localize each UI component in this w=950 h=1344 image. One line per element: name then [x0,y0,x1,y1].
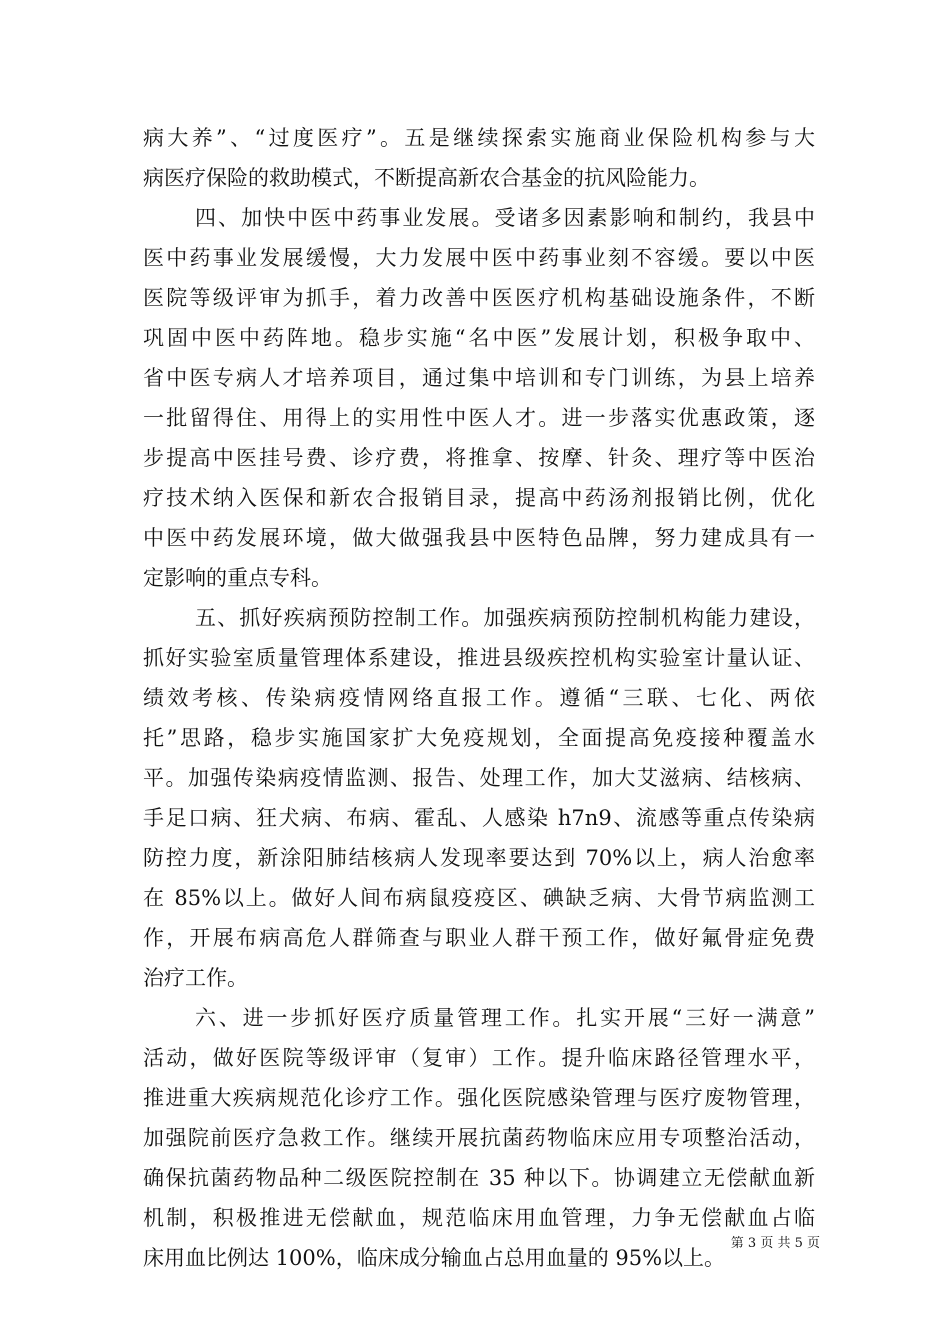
text-line: 治疗工作。 [143,966,248,990]
text-line: 绩效考核、传染病疫情网络直报工作。遵循“三联、七化、两依 [143,686,815,710]
text-line: 推进重大疾病规范化诊疗工作。强化医院感染管理与医疗废物管理， [143,1086,815,1110]
text-line: 在 85%以上。做好人间布病鼠疫疫区、碘缺乏病、大骨节病监测工 [143,886,815,910]
text-line: 医院等级评审为抓手，着力改善中医医疗机构基础设施条件，不断 [143,286,815,310]
text-line: 一批留得住、用得上的实用性中医人才。进一步落实优惠政策，逐 [143,406,815,430]
text-line: 手足口病、狂犬病、布病、霍乱、人感染 h7n9、流感等重点传染病 [143,806,815,830]
document-body [143,118,815,1278]
text-line: 托”思路，稳步实施国家扩大免疫规划，全面提高免疫接种覆盖水 [143,726,815,750]
text-line: 五、抓好疾病预防控制工作。加强疾病预防控制机构能力建设， [195,606,815,630]
text-line: 机制，积极推进无偿献血，规范临床用血管理，力争无偿献血占临 [143,1206,815,1230]
page-number-footer [660,1236,820,1252]
text-line: 中医中药发展环境，做大做强我县中医特色品牌，努力建成具有一 [143,526,815,550]
text-line: 抓好实验室质量管理体系建设，推进县级疾控机构实验室计量认证、 [143,646,815,670]
text-line: 步提高中医挂号费、诊疗费，将推拿、按摩、针灸、理疗等中医治 [143,446,815,470]
text-line: 六、进一步抓好医疗质量管理工作。扎实开展“三好一满意” [195,1006,815,1030]
text-line: 防控力度，新涂阳肺结核病人发现率要达到 70%以上，病人治愈率 [143,846,815,870]
text-line: 加强院前医疗急救工作。继续开展抗菌药物临床应用专项整治活动， [143,1126,815,1150]
text-line: 作，开展布病高危人群筛查与职业人群干预工作，做好氟骨症免费 [143,926,815,950]
text-line: 确保抗菌药物品种二级医院控制在 35 种以下。协调建立无偿献血新 [143,1166,815,1190]
text-line: 床用血比例达 100%，临床成分输血占总用血量的 95%以上。 [143,1246,726,1270]
text-line: 巩固中医中药阵地。稳步实施“名中医”发展计划，积极争取中、 [143,326,815,350]
text-line: 平。加强传染病疫情监测、报告、处理工作，加大艾滋病、结核病、 [143,766,815,790]
page-number-label: 第 3 页 共 5 页 [730,1236,820,1251]
text-line: 医中药事业发展缓慢，大力发展中医中药事业刻不容缓。要以中医 [143,246,815,270]
text-line: 省中医专病人才培养项目，通过集中培训和专门训练，为县上培养 [143,366,815,390]
text-line: 病大养”、“过度医疗”。五是继续探索实施商业保险机构参与大 [143,126,815,150]
text-line: 四、加快中医中药事业发展。受诸多因素影响和制约，我县中 [195,206,815,230]
text-line: 定影响的重点专科。 [143,566,332,590]
text-line: 活动，做好医院等级评审（复审）工作。提升临床路径管理水平， [143,1046,815,1070]
text-line: 病医疗保险的救助模式，不断提高新农合基金的抗风险能力。 [143,166,710,190]
text-line: 疗技术纳入医保和新农合报销目录，提高中药汤剂报销比例，优化 [143,486,815,510]
